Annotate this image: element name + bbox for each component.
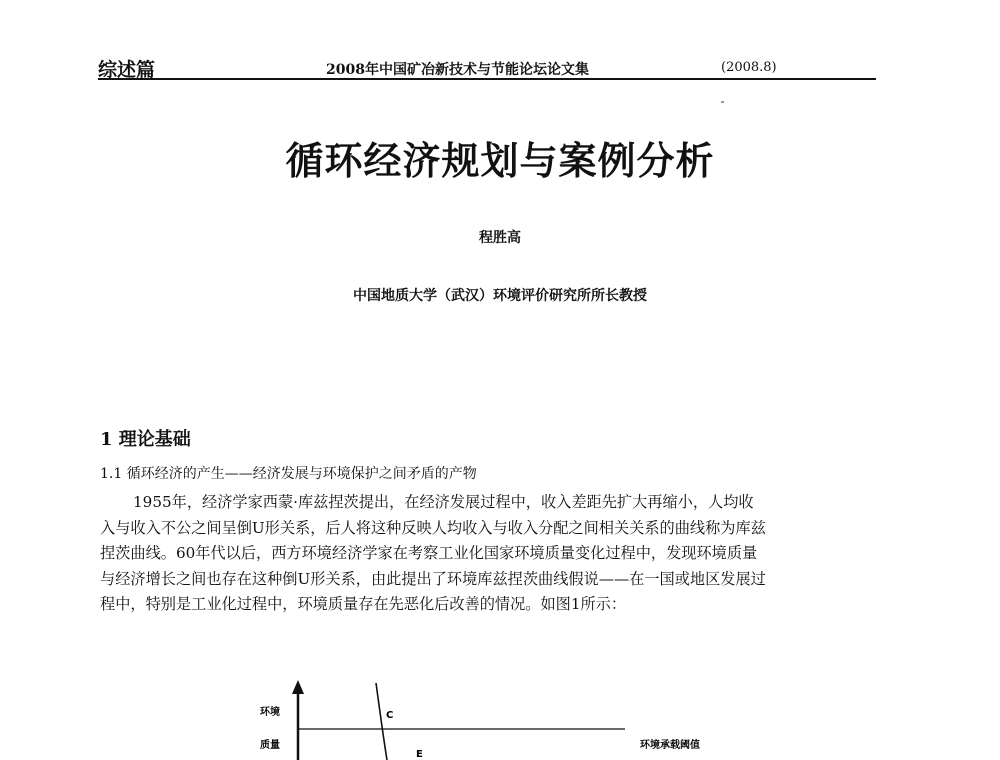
y-label-quality: 质量	[260, 740, 280, 751]
article-title: 循环经济规划与案例分析	[285, 138, 715, 183]
section-heading: 1 理论基础	[100, 429, 191, 450]
section-tag: 综述篇	[98, 59, 156, 81]
paragraph-line: 入与收入不公之间呈倒U形关系，后人将这种反映人均收入与收入分配之间相关关系的曲线称为库兹	[100, 518, 766, 537]
journal-title: 2008年中国矿冶新技术与节能论坛论文集	[326, 62, 589, 78]
point-c-label: C	[386, 710, 394, 721]
point-e-label: E	[416, 749, 423, 760]
subsection-heading: 1.1 循环经济的产生——经济发展与环境保护之间矛盾的产物	[100, 466, 477, 482]
figure-svg	[240, 675, 800, 760]
scan-speck	[721, 101, 724, 103]
kuznets-figure	[240, 675, 800, 760]
body-paragraph	[100, 490, 890, 618]
y-label-environment: 环境	[260, 707, 280, 718]
article-affiliation: 中国地质大学（武汉）环境评价研究所所长教授	[353, 288, 647, 304]
issue-date: (2008.8)	[721, 60, 777, 75]
y-axis-arrow	[292, 680, 304, 694]
curve-line	[376, 683, 387, 760]
threshold-label: 环境承载阈值	[640, 740, 700, 751]
paragraph-line: 1955年，经济学家西蒙·库兹捏茨提出，在经济发展过程中，收入差距先扩大再缩小，人均收	[133, 493, 754, 511]
header-rule	[98, 78, 876, 80]
paragraph-line: 与经济增长之间也存在这种倒U形关系，由此提出了环境库兹捏茨曲线假说——在一国或地区发展过	[100, 569, 766, 588]
paragraph-line: 捏茨曲线。60年代以后，西方环境经济学家在考察工业化国家环境质量变化过程中，发现环境质量	[100, 544, 758, 562]
paragraph-line: 程中，特别是工业化过程中，环境质量存在先恶化后改善的情况。如图1所示：	[100, 595, 627, 613]
article-author: 程胜高	[479, 230, 521, 246]
